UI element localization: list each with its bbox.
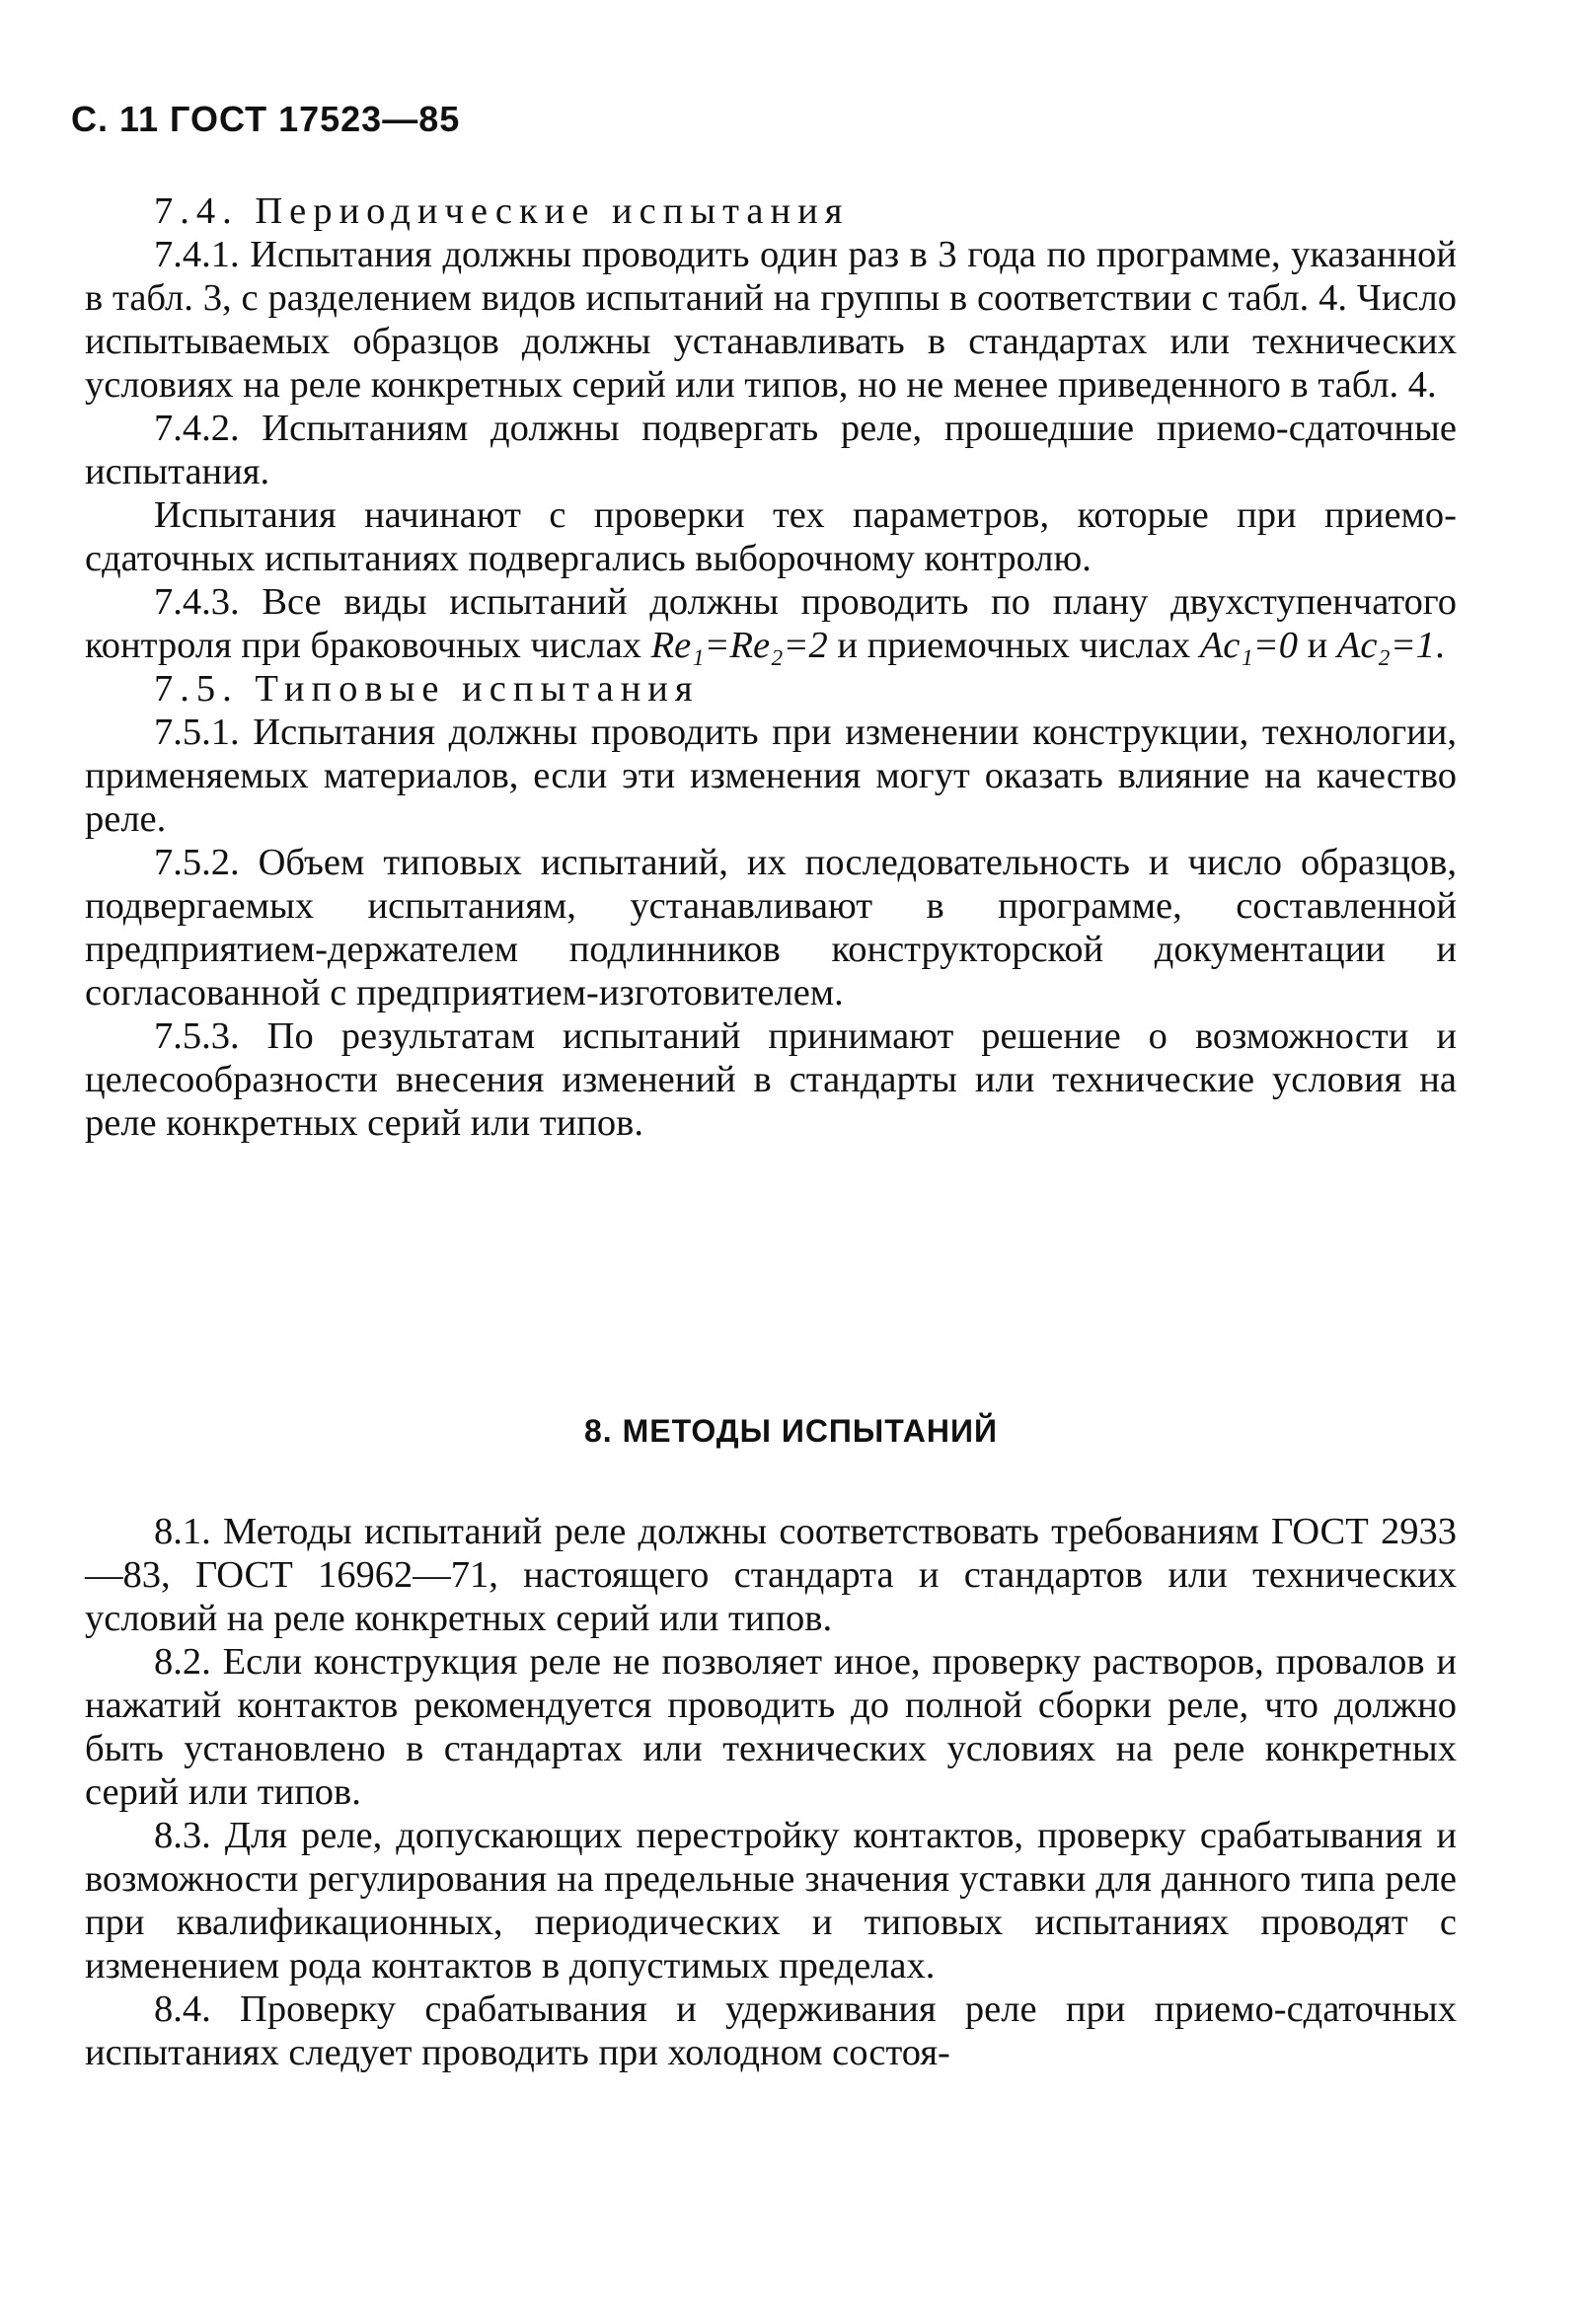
accept-number-2-formula: Ac₂=1 — [1336, 625, 1436, 666]
paragraph-8-3: 8.3. Для реле, допускающих перестройку контактов, проверку срабатывания и возможности регулирования на предельные значения уставки для данного типа реле при квалификационных, периодических и типовых испытаниях проводят с изменением рода контактов в допустимых пределах. — [85, 1815, 1457, 1987]
paragraph-8-2: 8.2. Если конструкция реле не позволяет иное, проверку растворов, провалов и нажатий контактов рекомендуется проводить до полной сборки реле, что должно быть установлено в стандартах или технических условиях на реле конкретных серий или типов. — [85, 1641, 1457, 1813]
paragraph-7-4-3-mid: и приемочных числах — [827, 625, 1200, 666]
paragraph-7-4-1: 7.4.1. Испытания должны проводить один раз в 3 года по программе, указанной в табл. 3, с разделением видов испытаний на группы в соответствии с табл. 4. Число испытываемых образцов должны устанавливать в стандартах или технических условиях на реле конкретных серий или типов, но не менее приведенного в табл. 4. — [85, 234, 1457, 406]
reject-numbers-formula: Re₁=Re₂=2 — [650, 625, 828, 666]
paragraph-7-5-1: 7.5.1. Испытания должны проводить при изменении конструкции, технологии, применяемых материалов, если эти изменения могут оказать влияние на качество реле. — [85, 712, 1457, 840]
paragraph-7-4-2: 7.4.2. Испытаниям должны подвергать реле, прошедшие приемо-сдаточные испытания. — [85, 408, 1457, 492]
heading-7-4: 7.4. Периодические испытания — [154, 190, 850, 232]
section-7-text — [85, 189, 1457, 1145]
heading-7-5: 7.5. Типовые испытания — [154, 668, 700, 710]
section-8-text — [85, 1510, 1457, 2074]
paragraph-7-5-2: 7.5.2. Объем типовых испытаний, их последовательность и число образцов, подвергаемых испытаниям, устанавливают в программе, составленной предприятием-держателем подлинников конструкторской документации и согласованной с предприятием-изготовителем. — [85, 842, 1457, 1013]
paragraph-7-4-3-text: 7.4.3. Все виды испытаний должны проводить по плану двухступенчатого контроля при браковочных числах — [85, 581, 1457, 666]
paragraph-7-4-2-continued: Испытания начинают с проверки тех параметров, которые при приемо-сдаточных испытаниях подвергались выборочному контролю. — [85, 494, 1457, 579]
accept-number-1-formula: Ac₁=0 — [1199, 625, 1298, 666]
paragraph-7-4-3 — [85, 580, 1457, 667]
section-8-title: 8. МЕТОДЫ ИСПЫТАНИЙ — [584, 1413, 998, 1449]
running-head: С. 11 ГОСТ 17523—85 — [71, 99, 461, 139]
paragraph-7-4-3-and: и — [1297, 625, 1337, 666]
paragraph-8-4: 8.4. Проверку срабатывания и удерживания реле при приемо-сдаточных испытаниях следует проводить при холодном состоя- — [85, 1988, 1457, 2073]
paragraph-7-4-3-end: . — [1435, 625, 1445, 666]
paragraph-7-5-3: 7.5.3. По результатам испытаний принимают решение о возможности и целесообразности внесения изменений в стандарты или технические условия на реле конкретных серий или типов. — [85, 1015, 1457, 1144]
paragraph-8-1: 8.1. Методы испытаний реле должны соответствовать требованиям ГОСТ 2933—83, ГОСТ 16962—71, настоящего стандарта и стандартов или технических условий на реле конкретных серий или типов. — [85, 1511, 1457, 1639]
